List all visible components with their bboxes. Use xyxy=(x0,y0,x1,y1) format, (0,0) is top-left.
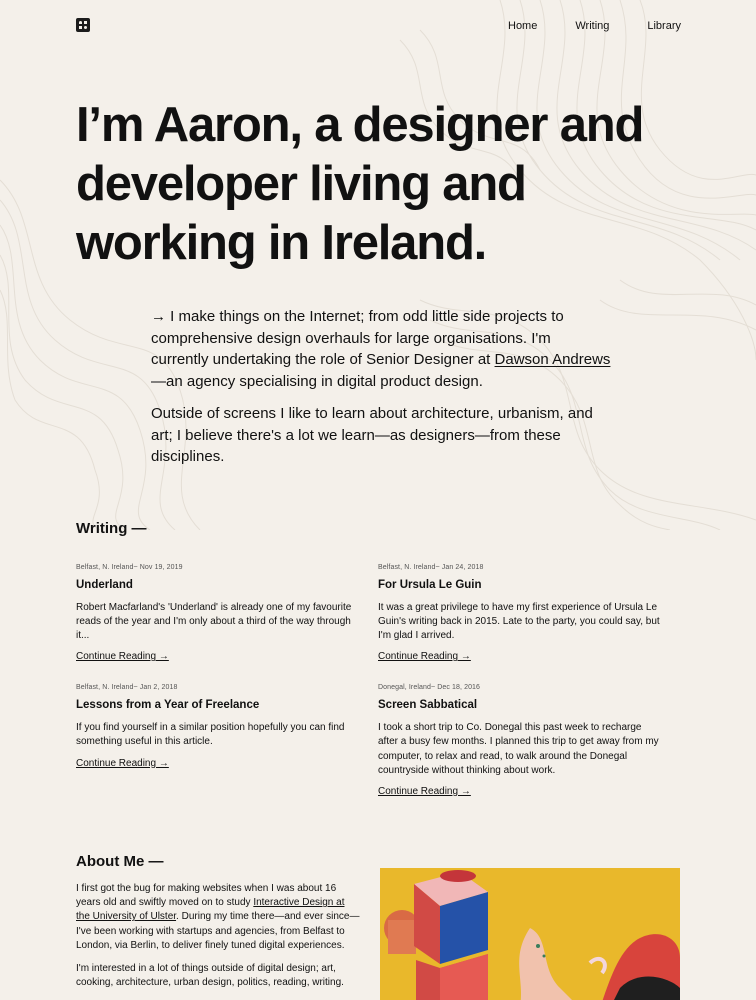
nav-home[interactable]: Home xyxy=(508,20,538,32)
post-excerpt: I took a short trip to Co. Donegal this past week to recharge after a busy few months. I planned this trip to get away from my computer, to relax and read, to walk around the Donegal countryside without thinking about work. xyxy=(378,722,659,776)
artwork-image xyxy=(380,868,680,1000)
writing-heading: Writing — xyxy=(76,519,147,537)
about-section xyxy=(76,870,680,1000)
intro-paragraph-1: → I make things on the Internet; from odd little side projects to comprehensive design overhauls for large organisations. I'm currently undertaking the role of Senior Designer at Dawson Andrews—an agency specialising in digital product design. xyxy=(151,308,611,390)
about-heading: About Me — xyxy=(76,852,164,870)
university-link[interactable]: Interactive Design at the University of Ulster xyxy=(76,897,345,923)
nav-library[interactable]: Library xyxy=(647,20,681,32)
hero-heading: I’m Aaron, a designer and developer living and working in Ireland. xyxy=(76,98,644,270)
post-title[interactable]: Lessons from a Year of Freelance xyxy=(76,699,260,712)
main-nav xyxy=(508,20,681,32)
intro xyxy=(151,306,611,468)
continue-reading-link[interactable]: Continue Reading → xyxy=(76,651,169,663)
continue-reading-link[interactable]: Continue Reading → xyxy=(76,757,169,769)
post-card xyxy=(76,564,378,665)
intro-paragraph-2: Outside of screens I like to learn about architecture, urbanism, and art; I believe there's a lot we learn—as designers—from these disciplines. xyxy=(151,405,593,465)
logo-icon[interactable] xyxy=(76,18,90,32)
post-excerpt: If you find yourself in a similar position hopefully you can find something useful in this article. xyxy=(76,722,345,748)
about-paragraph-2: I'm interested in a lot of things outside of digital design; art, cooking, architecture, urban design, politics, reading, writing. xyxy=(76,962,344,989)
post-meta: Belfast, N. Ireland~ Nov 19, 2019 xyxy=(76,563,183,571)
writing-list xyxy=(76,564,680,819)
site-header xyxy=(76,0,680,54)
nav-writing[interactable]: Writing xyxy=(575,20,610,32)
continue-reading-link[interactable]: Continue Reading → xyxy=(378,785,471,797)
post-excerpt: It was a great privilege to have my first experience of Ursula Le Guin's writing back in 2015. Late to the party, you could say, but I'm glad I arrived. xyxy=(378,601,660,641)
post-meta: Donegal, Ireland~ Dec 18, 2016 xyxy=(378,684,481,692)
about-paragraph-1: I first got the bug for making websites when I was about 16 years old and swiftly moved on to study Interactive Design at the University of Ulster. During my time there—and ever since—I've been working with startups and agencies, from Belfast to London, via Berlin, to deliver finely tuned digital experiences. xyxy=(76,882,360,951)
post-meta: Belfast, N. Ireland~ Jan 2, 2018 xyxy=(76,684,178,692)
post-excerpt: Robert Macfarland's 'Underland' is already one of my favourite reads of the year and I'm only about a third of the way through it... xyxy=(76,601,352,641)
post-card xyxy=(76,684,378,799)
post-card xyxy=(378,564,680,665)
post-title[interactable]: For Ursula Le Guin xyxy=(378,578,482,591)
post-title[interactable]: Underland xyxy=(76,578,133,591)
post-card xyxy=(378,684,680,799)
continue-reading-link[interactable]: Continue Reading → xyxy=(378,651,471,663)
dawson-andrews-link[interactable]: Dawson Andrews xyxy=(494,351,611,368)
about-text xyxy=(76,882,361,1000)
post-title[interactable]: Screen Sabbatical xyxy=(378,699,478,712)
post-meta: Belfast, N. Ireland~ Jan 24, 2018 xyxy=(378,563,484,571)
